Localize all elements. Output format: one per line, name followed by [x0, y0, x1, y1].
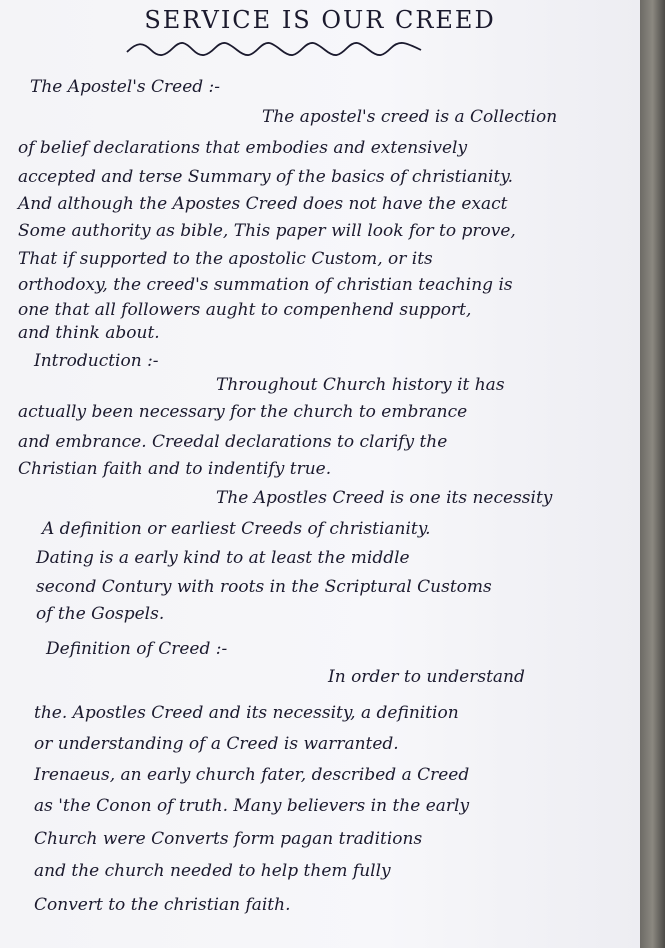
text-line: And although the Apostes Creed does not have the exact: [18, 194, 508, 214]
section-heading-apostles-creed: The Apostel's Creed :-: [30, 77, 221, 97]
section-heading-definition-of-creed: Definition of Creed :-: [46, 639, 228, 659]
text-line: Throughout Church history it has: [216, 375, 505, 395]
text-line: Irenaeus, an early church fater, described a Creed: [34, 765, 470, 785]
text-line: That if supported to the apostolic Custom, or its: [18, 249, 433, 269]
page-title: SERVICE IS OUR CREED: [144, 6, 496, 34]
section-heading-introduction: Introduction :-: [34, 351, 159, 371]
text-line: of the Gospels.: [36, 604, 165, 624]
text-line: and embrance. Creedal declarations to clarify the: [18, 432, 448, 452]
text-line: Some authority as bible, This paper will look for to prove,: [18, 221, 516, 241]
decorative-squiggle-underline: [125, 40, 425, 58]
text-line: and the church needed to help them fully: [34, 861, 391, 881]
text-line: The apostel's creed is a Collection: [262, 107, 558, 127]
text-line: Convert to the christian faith.: [34, 895, 291, 915]
text-line: one that all followers aught to compenhend support,: [18, 300, 472, 320]
text-line: orthodoxy, the creed's summation of christian teaching is: [18, 275, 513, 295]
text-line: accepted and terse Summary of the basics of christianity.: [18, 167, 514, 187]
text-line: of belief declarations that embodies and extensively: [18, 138, 468, 158]
text-line: or understanding of a Creed is warranted.: [34, 734, 399, 754]
text-line: and think about.: [18, 323, 160, 343]
text-line: the. Apostles Creed and its necessity, a definition: [34, 703, 459, 723]
text-line: The Apostles Creed is one its necessity: [216, 488, 553, 508]
text-line: A definition or earliest Creeds of christianity.: [42, 519, 431, 539]
text-line: Dating is a early kind to at least the middle: [36, 548, 410, 568]
page-background-edge: [640, 0, 665, 948]
text-line: as 'the Conon of truth. Many believers in the early: [34, 796, 470, 816]
text-line: second Contury with roots in the Scriptural Customs: [36, 577, 492, 597]
text-line: Christian faith and to indentify true.: [18, 459, 332, 479]
text-line: In order to understand: [328, 667, 525, 687]
text-line: actually been necessary for the church to embrance: [18, 402, 468, 422]
text-line: Church were Converts form pagan traditions: [34, 829, 423, 849]
